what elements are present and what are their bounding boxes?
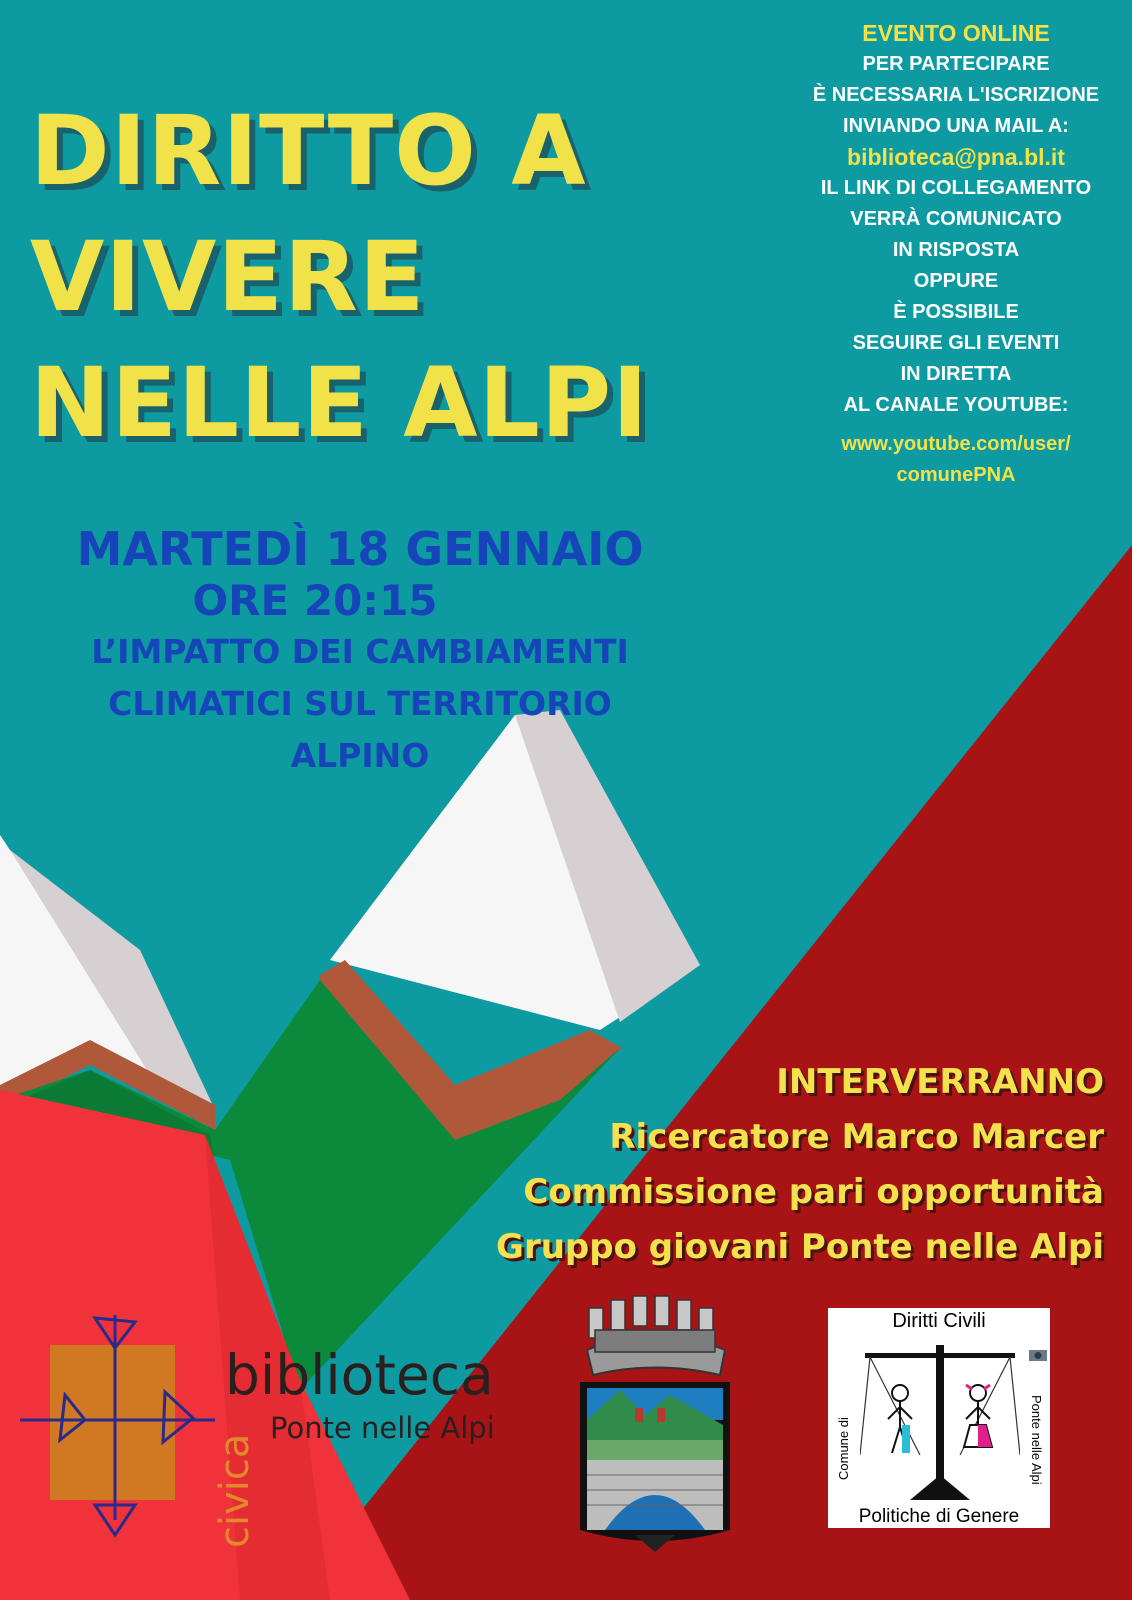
info-line: IN RISPOSTA <box>892 239 1020 261</box>
info-line: AL CANALE YOUTUBE: <box>843 394 1069 416</box>
biblioteca-place: Ponte nelle Alpi <box>270 1411 495 1445</box>
event-topic-line-1: L’IMPATTO DEI CAMBIAMENTI <box>91 632 629 671</box>
title-line-1: DIRITTO A <box>30 95 587 207</box>
info-line: OPPURE <box>913 270 999 292</box>
speaker-item: Ricercatore Marco Marcer <box>609 1117 1104 1157</box>
event-topic-line-3: ALPINO <box>290 736 430 775</box>
event-details <box>40 522 680 782</box>
info-line: VERRÀ COMUNICATO <box>850 208 1062 230</box>
event-date: MARTEDÌ 18 GENNAIO <box>76 522 644 576</box>
info-line: È POSSIBILE <box>893 301 1019 323</box>
youtube-url-line-1: www.youtube.com/user/ <box>841 433 1071 455</box>
info-line: PER PARTECIPARE <box>862 53 1050 75</box>
justice-scale-icon <box>860 1335 1020 1505</box>
info-line: IL LINK DI COLLEGAMENTO <box>820 177 1092 199</box>
info-line: IN DIRETTA <box>900 363 1012 385</box>
biblioteca-civica: civica <box>212 1433 258 1548</box>
diritti-civili-bottom: Politiche di Genere <box>858 1506 1020 1527</box>
youtube-link[interactable] <box>786 429 1126 491</box>
diritti-civili-left: Comune di <box>836 1417 851 1480</box>
info-line: INVIANDO UNA MAIL A: <box>843 115 1069 137</box>
info-email-link[interactable]: biblioteca@pna.bl.it <box>847 144 1065 170</box>
title-line-2: VIVERE <box>30 221 426 333</box>
biblioteca-word: biblioteca <box>225 1343 494 1407</box>
event-topic-line-2: CLIMATICI SUL TERRITORIO <box>108 684 612 723</box>
event-time: ORE 20:15 <box>192 576 438 625</box>
coat-of-arms-icon <box>575 1290 735 1570</box>
title-line-3: NELLE ALPI <box>30 347 649 459</box>
speakers-block <box>496 1055 1104 1275</box>
poster-title <box>30 88 649 466</box>
youtube-url-line-2: comunePNA <box>896 464 1016 486</box>
info-line: È NECESSARIA L'ISCRIZIONE <box>812 84 1100 106</box>
registration-info <box>786 18 1126 491</box>
speaker-item: Gruppo giovani Ponte nelle Alpi <box>496 1227 1104 1267</box>
speaker-item: Commissione pari opportunità <box>523 1172 1104 1212</box>
info-line: SEGUIRE GLI EVENTI <box>852 332 1060 354</box>
diritti-civili-right: Ponte nelle Alpi <box>1029 1395 1044 1485</box>
info-event-online: EVENTO ONLINE <box>862 20 1050 46</box>
camera-icon <box>1028 1348 1048 1362</box>
biblioteca-logo-icon <box>15 1300 225 1540</box>
speakers-heading: INTERVERRANNO <box>776 1062 1104 1102</box>
diritti-civili-title: Diritti Civili <box>892 1310 986 1332</box>
